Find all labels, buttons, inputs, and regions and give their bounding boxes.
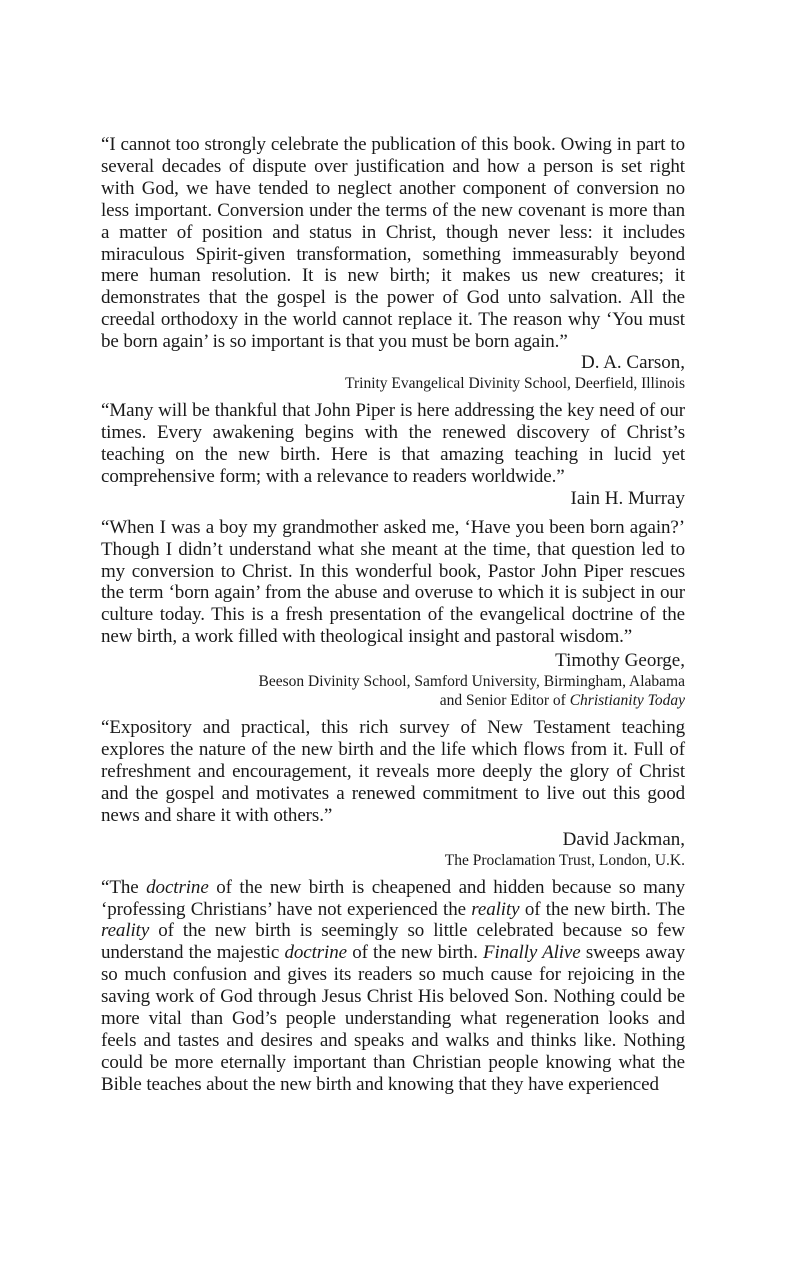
endorsement-quote: “Many will be thankful that John Piper is here addressing the key need of our times. Every awakening begins with the renewed discovery of Christ’s teaching on the new birth. Here is that amazing teaching in lucid yet comprehensive form; with a relevance to readers worldwide.” — [101, 400, 685, 487]
endorser-name: Iain H. Murray — [570, 487, 685, 509]
quote-emphasis: doctrine — [146, 876, 209, 898]
quote-emphasis: reality — [471, 898, 520, 920]
endorsement-jackman — [101, 717, 685, 870]
endorser-affiliation-line2 — [101, 691, 685, 710]
quote-text: of the new birth. — [346, 942, 484, 964]
endorser-affiliation: Beeson Divinity School, Samford University, Birmingham, Alabama — [258, 673, 685, 691]
endorsement-carson — [101, 134, 685, 393]
endorsement-george — [101, 517, 685, 710]
endorser-affiliation: Trinity Evangelical Divinity School, Deerfield, Illinois — [345, 375, 685, 393]
book-title: Finally Alive — [483, 942, 581, 964]
endorsement-quote — [101, 877, 685, 1096]
endorser-name: Timothy George, — [555, 650, 685, 672]
endorsement-quote: “When I was a boy my grandmother asked me, ‘Have you been born again?’ Though I didn’t understand what she meant at the time, that question led to my conversion to Christ. In this wonderful book, Pastor John Piper rescues the term ‘born again’ from the abuse and overuse to which it is subject in our culture today. This is a fresh presentation of the evangelical doctrine of the new birth, a work filled with theological insight and pastoral wisdom.” — [101, 516, 685, 648]
publication-title: Christianity Today — [569, 692, 685, 710]
quote-text: of the new birth is cheapened and hidden because so many ‘professing Christians’ have not experienced the — [101, 876, 685, 920]
quote-emphasis: doctrine — [284, 942, 347, 964]
endorsement-quote: “I cannot too strongly celebrate the publication of this book. Owing in part to several decades of dispute over justification and how a person is set right with God, we have tended to neglect another component of conversion no less important. Conversion under the terms of the new covenant is more than a matter of position and status in Christ, though never less: it includes miraculous Spirit-given transformation, something immeasurably beyond mere human resolution. It is new birth; it makes us new creatures; it demonstrates that the gospel is the power of God unto salvation. All the creedal orthodoxy in the world cannot replace it. The reason why ‘You must be born again’ is so important is that you must be born again.” — [101, 134, 685, 353]
endorsements-page — [101, 134, 685, 1103]
endorsement-murray — [101, 400, 685, 510]
endorsement-quote: “Expository and practical, this rich survey of New Testament teaching explores the nature of the new birth and the life which flows from it. Full of refreshment and encouragement, it reveals more deeply the glory of Christ and the gospel and motivates a renewed commitment to live out this good news and share it with others.” — [101, 717, 685, 826]
endorser-affiliation: The Proclamation Trust, London, U.K. — [444, 851, 685, 869]
quote-text: of the new birth. The — [519, 898, 685, 920]
endorser-name: D. A. Carson, — [581, 352, 685, 374]
quote-text: sweeps away so much confusion and gives its readers so much cause for rejoicing in the saving work of God through Jesus Christ His beloved Son. Nothing could be more vital than God’s people understanding what regeneration looks and feels and tastes and desires and speaks and walks and thinks like. Nothing could be more eternally important than Christian people knowing what the Bible teaches about the new birth and knowing that they have experienced — [101, 942, 686, 1095]
affiliation-prefix: and Senior Editor of — [439, 692, 570, 710]
quote-emphasis: reality — [101, 920, 150, 942]
quote-text: “The — [101, 876, 147, 898]
quote-text: of the new birth is seemingly so little celebrated because so few understand the majestic — [101, 920, 685, 964]
endorser-name: David Jackman, — [562, 828, 685, 850]
endorsement-continuing — [101, 877, 685, 1096]
